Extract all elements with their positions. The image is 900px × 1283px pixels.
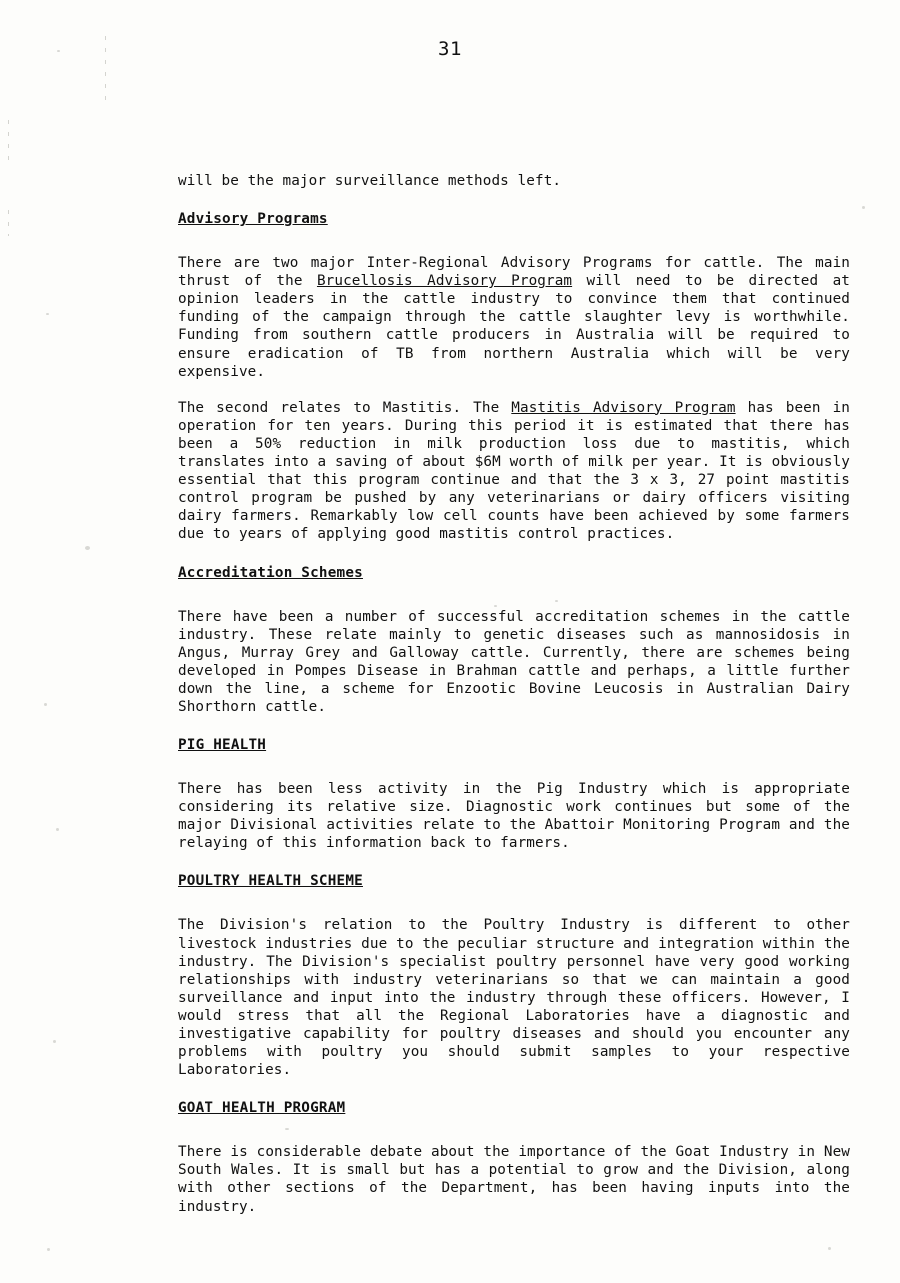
- paragraph-mastitis: [178, 399, 850, 544]
- scan-speck: [56, 828, 59, 831]
- section-heading-accreditation-schemes-wrap: [178, 562, 850, 598]
- paragraph-text-pre: The second relates to Mastitis. The: [178, 399, 512, 416]
- scan-speck: [862, 206, 865, 209]
- underlined-term-mastitis-advisory-program: Mastitis Advisory Program: [511, 399, 736, 416]
- paragraph-text-post: will need to be directed at opinion leaders in the cattle industry to convince them that continued funding of the campaign through the cattle slaughter levy is worthwhile. Funding from southern cattle producers in Australia will be required to ensure eradication of TB from northern Australia which will be very expensive.: [178, 273, 851, 380]
- section-heading-advisory-programs-wrap: [178, 208, 850, 244]
- document-body: [178, 172, 850, 1216]
- scan-artifact-dashed-line: [8, 120, 9, 160]
- page-number: 31: [438, 38, 462, 60]
- spacer: [178, 598, 850, 608]
- paragraph-advisory-programs: [178, 254, 850, 381]
- section-heading-pig-health-wrap: [178, 734, 850, 770]
- scan-speck: [53, 1040, 56, 1043]
- spacer: [178, 244, 850, 254]
- section-heading-poultry-health-scheme: POULTRY HEALTH SCHEME: [178, 873, 363, 890]
- underlined-term-brucellosis-advisory-program: Brucellosis Advisory Program: [316, 273, 573, 290]
- spacer: [178, 906, 850, 916]
- scan-speck: [46, 313, 49, 315]
- section-heading-advisory-programs: Advisory Programs: [178, 211, 328, 228]
- scan-artifact-dashed-line: [8, 210, 9, 236]
- paragraph-text-post: has been in operation for ten years. During this period it is estimated that there has been a 50% reduction in milk production loss due to mastitis, which translates into a saving of about $6M worth of milk per year. It is obviously essential that this program continue and that the 3 x 3, 27 point mastitis control program be pushed by any veterinarians or dairy officers visiting dairy farmers. Remarkably low cell counts have been achieved by some farmers due to years of applying good mastitis control practices.: [178, 399, 850, 543]
- paragraph-accreditation-schemes: There have been a number of successful accreditation schemes in the cattle industry. These relate mainly to genetic diseases such as mannosidosis in Angus, Murray Grey and Galloway cattle. Currently, there are schemes being developed in Pompes Disease in Brahman cattle and perhaps, a little further down the line, a scheme for Enzootic Bovine Leucosis in Australian Dairy Shorthorn cattle.: [178, 608, 850, 715]
- scan-speck: [44, 703, 47, 706]
- section-heading-accreditation-schemes: Accreditation Schemes: [178, 564, 363, 581]
- scan-speck: [85, 546, 90, 550]
- section-heading-goat-health-program: GOAT HEALTH PROGRAM: [178, 1100, 346, 1117]
- section-heading-pig-health: PIG HEALTH: [178, 737, 267, 754]
- paragraph-intro: will be the major surveillance methods left.: [178, 173, 562, 189]
- spacer: [178, 770, 850, 780]
- paragraph-text-pre: There are two major Inter-Regional Advisory Programs for cattle. The main thrust of the: [178, 255, 850, 290]
- scan-speck: [828, 1247, 831, 1250]
- section-heading-poultry-health-scheme-wrap: [178, 870, 850, 906]
- paragraph-poultry-health-scheme: The Division's relation to the Poultry Industry is different to other livestock industries due to the peculiar structure and integration within the industry. The Division's specialist poultry personnel have very good working relationships with industry veterinarians so that we can maintain a good surveillance and input into the industry through these officers. However, I would stress that all the Regional Laboratories have a diagnostic and investigative capability for poultry diseases and should you encounter any problems with poultry you should submit samples to your respective Laboratories.: [178, 917, 850, 1079]
- paragraph-pig-health: There has been less activity in the Pig Industry which is appropriate considering its relative size. Diagnostic work continues but some of the major Divisional activities relate to the Abattoir Monitoring Program and the relaying of this information back to farmers.: [178, 781, 850, 852]
- scan-speck: [47, 1248, 50, 1251]
- spacer: [178, 1133, 850, 1143]
- paragraph-goat-health-program: There is considerable debate about the importance of the Goat Industry in New South Wales. It is small but has a potential to grow and the Division, along with other sections of the Department, has been having inputs into the industry.: [178, 1144, 850, 1215]
- section-heading-goat-health-program-wrap: [178, 1097, 850, 1133]
